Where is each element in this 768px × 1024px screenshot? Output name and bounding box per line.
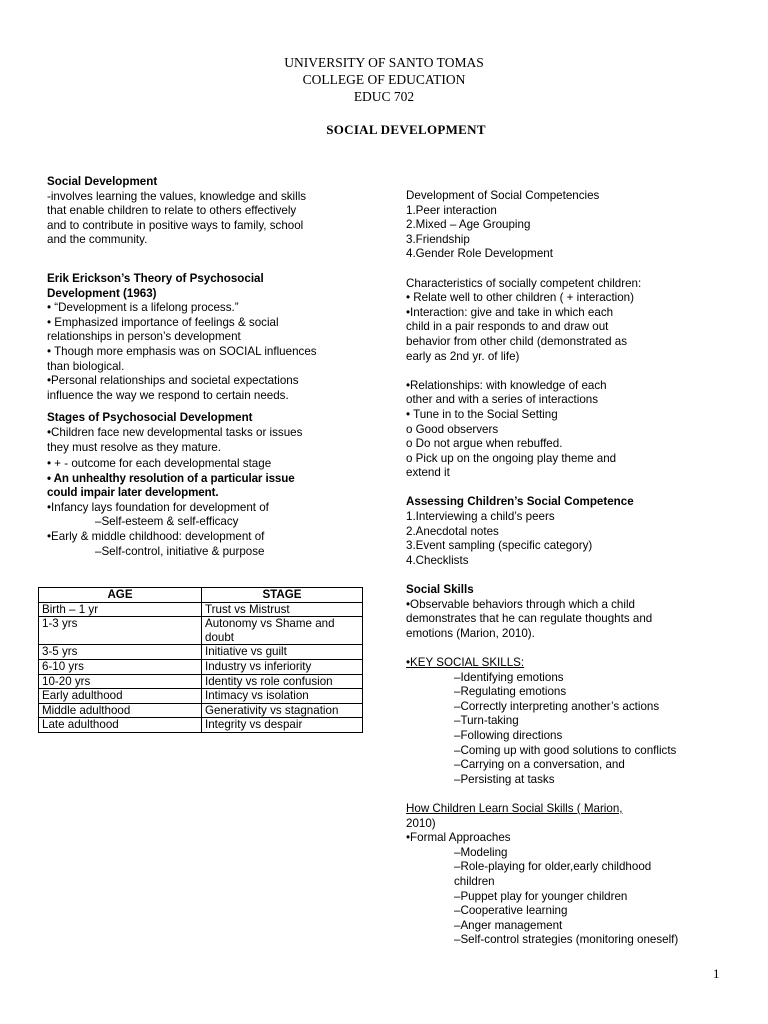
list-item: 4.Checklists [406, 553, 469, 567]
text-line: and to contribute in positive ways to family, school [47, 218, 304, 232]
text-line: Development (1963) [47, 286, 157, 300]
table-row [39, 674, 363, 689]
table-cell: Middle adulthood [39, 703, 202, 718]
text-line: •Relationships: with knowledge of each [406, 378, 607, 392]
text-line: • Emphasized importance of feelings & social [47, 315, 279, 329]
text-line: -involves learning the values, knowledge and skills [47, 189, 307, 203]
text-line: emotions (Marion, 2010). [406, 626, 535, 640]
characteristics-paragraph [406, 277, 726, 365]
assessing-list [406, 510, 726, 568]
list-item: 3.Friendship [406, 232, 470, 246]
table-cell: 3-5 yrs [39, 645, 202, 660]
table-cell: Autonomy vs Shame and doubt [202, 617, 363, 645]
text-line: could impair later development. [47, 486, 219, 500]
list-item: 1.Interviewing a child’s peers [406, 510, 555, 524]
text-line: early as 2nd yr. of life) [406, 349, 520, 363]
text-line: • An unhealthy resolution of a particular issue [47, 471, 295, 485]
how-children-learn-heading [406, 802, 726, 831]
list-item: 1.Peer interaction [406, 203, 497, 217]
list-item: –Coming up with good solutions to conflicts [454, 743, 677, 757]
text-line: • Though more emphasis was on SOCIAL influences [47, 344, 317, 358]
text-line: •Children face new developmental tasks or issues [47, 425, 303, 439]
section-heading-social-development: Social Development [47, 175, 158, 188]
list-item: –Modeling [454, 845, 508, 859]
list-item: –Following directions [454, 728, 563, 742]
list-item: –Turn-taking [454, 714, 519, 728]
list-item: –Persisting at tasks [454, 772, 555, 786]
table-header-row [39, 588, 363, 603]
table-row [39, 689, 363, 704]
university-name: UNIVERSITY OF SANTO TOMAS [284, 55, 484, 70]
text-line: Erik Erickson’s Theory of Psychosocial [47, 271, 264, 285]
text-line: • “Development is a lifelong process.” [47, 301, 239, 315]
erikson-paragraph [47, 301, 367, 403]
list-item: –Puppet play for younger children [454, 889, 628, 903]
list-item: 2.Mixed – Age Grouping [406, 218, 531, 232]
table-cell: Intimacy vs isolation [202, 689, 363, 704]
text-line: influence the way we respond to certain needs. [47, 388, 289, 402]
section-heading-social-skills: Social Skills [406, 583, 474, 597]
formal-approaches-label: •Formal Approaches [406, 831, 511, 845]
list-item: children [454, 874, 495, 888]
list-item: –Anger management [454, 918, 563, 932]
table-row [39, 718, 363, 733]
column-header-stage: STAGE [202, 588, 363, 603]
table-cell: Early adulthood [39, 689, 202, 704]
key-skills-list [406, 671, 726, 788]
text-line: relationships in person’s development [47, 330, 241, 344]
table-row [39, 602, 363, 617]
text-line: • Tune in to the Social Setting [406, 407, 558, 421]
table-cell: Identity vs role confusion [202, 674, 363, 689]
text-line: •Early & middle childhood: development of [47, 530, 265, 544]
text-line: other and with a series of interactions [406, 393, 599, 407]
text-line: How Children Learn Social Skills ( Marion, [406, 801, 623, 815]
table-cell: Late adulthood [39, 718, 202, 733]
text-line: •Infancy lays foundation for development of [47, 500, 269, 514]
table-row [39, 645, 363, 660]
table-cell: Generativity vs stagnation [202, 703, 363, 718]
text-line: extend it [406, 466, 450, 480]
text-line: Characteristics of socially competent children: [406, 276, 642, 290]
table-cell: 6-10 yrs [39, 659, 202, 674]
stages-paragraph [47, 426, 367, 559]
key-social-skills-heading: •KEY SOCIAL SKILLS: [406, 656, 525, 669]
text-line: •Observable behaviors through which a child [406, 597, 635, 611]
text-line: demonstrates that he can regulate thoughts and [406, 612, 653, 626]
text-line: o Good observers [406, 422, 499, 436]
table-cell: Trust vs Mistrust [202, 602, 363, 617]
formal-approaches-list [406, 846, 726, 948]
table-row [39, 617, 363, 645]
skills-paragraph [406, 598, 726, 642]
text-line: •Personal relationships and societal expectations [47, 374, 299, 388]
text-line: 2010) [406, 816, 436, 830]
text-line: • + - outcome for each developmental stage [47, 457, 272, 471]
table-row [39, 703, 363, 718]
table-row [39, 659, 363, 674]
text-line: Development of Social Competencies [406, 189, 600, 202]
competencies-list [406, 189, 726, 262]
course-code: EDUC 702 [353, 89, 415, 104]
list-item: –Correctly interpreting another’s actions [454, 699, 660, 713]
table-cell: Initiative vs guilt [202, 645, 363, 660]
text-line: • Relate well to other children ( + interaction) [406, 291, 634, 305]
column-header-age: AGE [39, 588, 202, 603]
table-cell: Birth – 1 yr [39, 602, 202, 617]
list-item: –Regulating emotions [454, 685, 567, 699]
text-line: –Self-esteem & self-efficacy [95, 515, 239, 529]
relationships-paragraph [406, 379, 726, 481]
document-title: SOCIAL DEVELOPMENT [326, 122, 486, 137]
left-column [47, 175, 367, 559]
text-line: behavior from other child (demonstrated as [406, 334, 628, 348]
text-line: o Do not argue when rebuffed. [406, 437, 563, 451]
text-line: and the community. [47, 233, 148, 247]
list-item: –Self-control strategies (monitoring oneself) [454, 933, 679, 947]
text-line: –Self-control, initiative & purpose [95, 544, 265, 558]
text-line: than biological. [47, 359, 125, 373]
table-cell: Industry vs inferiority [202, 659, 363, 674]
text-line: child in a pair responds to and draw out [406, 320, 609, 334]
text-line: •Interaction: give and take in which each [406, 305, 614, 319]
section-heading-stages: Stages of Psychosocial Development [47, 411, 253, 425]
document-header [0, 54, 768, 105]
section-heading-assessing: Assessing Children’s Social Competence [406, 495, 634, 509]
list-item: 3.Event sampling (specific category) [406, 539, 593, 553]
page-number: 1 [713, 966, 720, 981]
table-cell: 1-3 yrs [39, 617, 202, 645]
right-column [406, 189, 726, 948]
list-item: –Carrying on a conversation, and [454, 758, 625, 772]
section-heading-erikson [47, 272, 367, 301]
psychosocial-stages-table [38, 587, 363, 733]
college-name: COLLEGE OF EDUCATION [302, 72, 466, 87]
text-line: they must resolve as they mature. [47, 440, 221, 454]
list-item: –Role-playing for older,early childhood [454, 860, 652, 874]
text-line: o Pick up on the ongoing play theme and [406, 451, 617, 465]
list-item: 4.Gender Role Development [406, 247, 553, 261]
list-item: –Identifying emotions [454, 670, 564, 684]
table-cell: Integrity vs despair [202, 718, 363, 733]
list-item: 2.Anecdotal notes [406, 524, 499, 538]
text-line: that enable children to relate to others effectively [47, 204, 297, 218]
table-cell: 10-20 yrs [39, 674, 202, 689]
intro-paragraph [47, 190, 367, 248]
list-item: –Cooperative learning [454, 904, 568, 918]
